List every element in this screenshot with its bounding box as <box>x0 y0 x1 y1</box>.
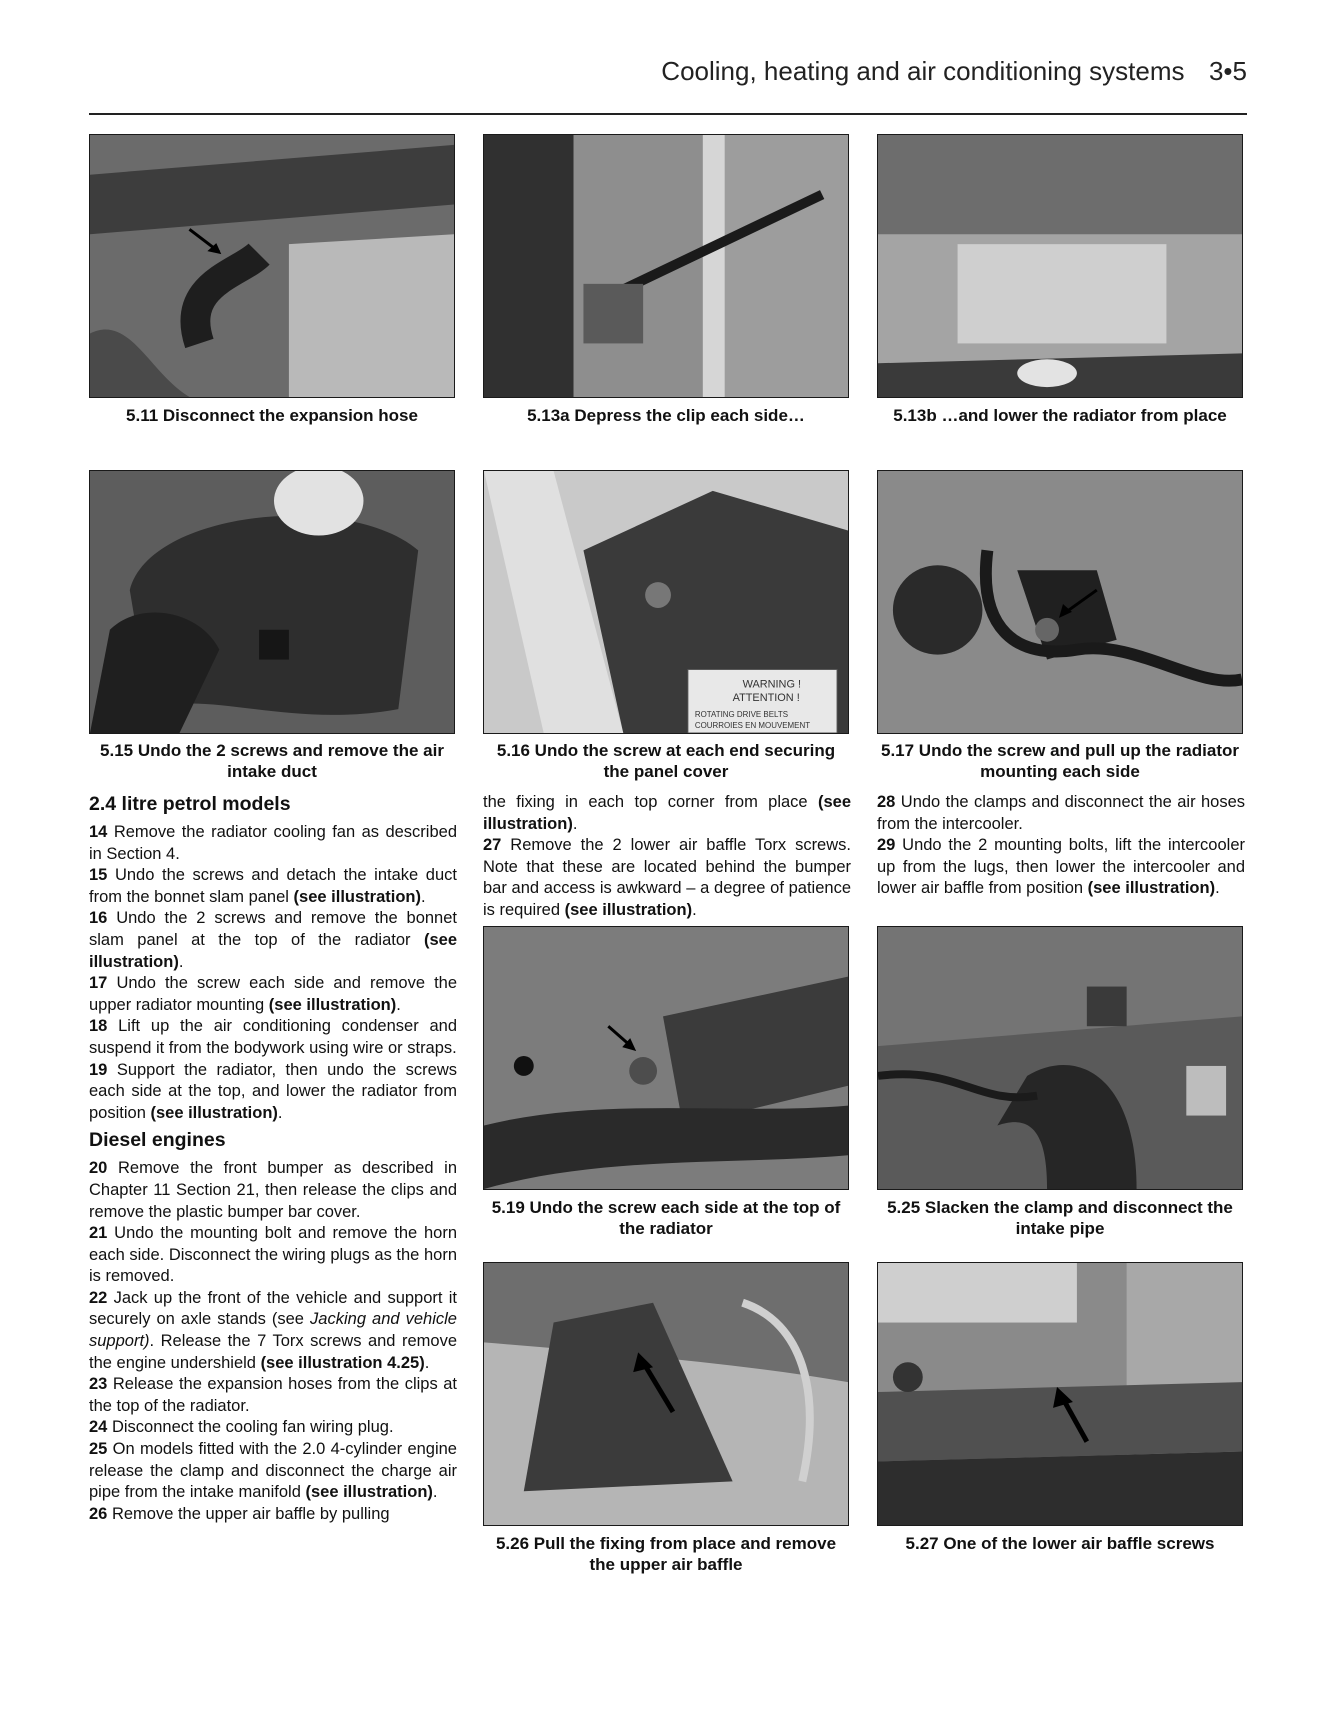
figure-caption: 5.17 Undo the screw and pull up the radiator mounting each side <box>880 741 1239 781</box>
section-heading: Diesel engines <box>89 1129 226 1152</box>
paragraph-16: 16 Undo the 2 screws and remove the bonnet slam panel at the top of the radiator (see illustration). <box>89 909 457 971</box>
page-number: 3•5 <box>1208 56 1247 86</box>
paragraph-28: 28 Undo the clamps and disconnect the air hoses from the intercooler. <box>877 793 1246 833</box>
figure-caption: 5.15 Undo the 2 screws and remove the air intake duct <box>100 741 444 781</box>
header-rule <box>89 113 1247 115</box>
paragraph-20: 20 Remove the front bumper as described in Chapter 11 Section 21, then release the clips and remove the plastic bumper bar cover. <box>89 1159 457 1221</box>
figure-caption: 5.16 Undo the screw at each end securing the panel cover <box>496 741 836 781</box>
paragraph-21: 21 Undo the mounting bolt and remove the horn each side. Disconnect the wiring plugs as the horn is removed. <box>89 1224 457 1286</box>
paragraph-27: 27 Remove the 2 lower air baffle Torx screws. Note that these are located behind the bumper bar and access is awkward – a degree of patience is required (see illustration). <box>483 836 851 919</box>
section-heading: 2.4 litre petrol models <box>89 793 291 815</box>
warning-text: WARNING ! <box>742 678 802 691</box>
text-column-middle <box>483 792 851 922</box>
warning-text: ATTENTION ! <box>732 692 800 705</box>
chapter-title: Cooling, heating and air conditioning systems <box>661 56 1185 86</box>
paragraph-25: 25 On models fitted with the 2.0 4-cylinder engine release the clamp and disconnect the charge air pipe from the intake manifold (see illustration). <box>89 1440 457 1502</box>
figure-caption: 5.11 Disconnect the expansion hose <box>126 406 418 425</box>
paragraph-15: 15 Undo the screws and detach the intake duct from the bonnet slam panel (see illustration). <box>89 866 457 906</box>
photo-5-13a <box>483 134 849 398</box>
running-header <box>600 56 1247 87</box>
paragraph-14: 14 Remove the radiator cooling fan as described in Section 4. <box>89 823 457 863</box>
photo-5-15 <box>89 470 455 734</box>
figure-caption: 5.25 Slacken the clamp and disconnect the intake pipe <box>887 1198 1233 1238</box>
photo-5-19 <box>483 926 849 1190</box>
photo-5-27 <box>877 1262 1243 1526</box>
photo-5-25 <box>877 926 1243 1190</box>
paragraph-23: 23 Release the expansion hoses from the clips at the top of the radiator. <box>89 1375 457 1415</box>
paragraph-22: 22 Jack up the front of the vehicle and support it securely on axle stands (see Jacking and vehicle support). Release the 7 Torx screws and remove the engine undershield (see illustration 4.25). <box>89 1288 457 1372</box>
figure-caption: 5.13b …and lower the radiator from place <box>893 406 1227 425</box>
figure-caption: 5.27 One of the lower air baffle screws <box>905 1534 1215 1553</box>
figure-caption: 5.19 Undo the screw each side at the top of the radiator <box>491 1198 841 1238</box>
photo-5-26 <box>483 1262 849 1526</box>
text-column-left <box>89 788 457 1525</box>
paragraph-26: 26 Remove the upper air baffle by pulling <box>89 1504 390 1523</box>
paragraph-29: 29 Undo the 2 mounting bolts, lift the intercooler up from the lugs, then lower the intercooler and lower air baffle from position (see illustration). <box>877 836 1245 898</box>
figure-caption: 5.13a Depress the clip each side… <box>527 406 805 425</box>
paragraph-19: 19 Support the radiator, then undo the screws each side at the top, and lower the radiator from position (see illustration). <box>89 1060 457 1122</box>
figure-caption: 5.26 Pull the fixing from place and remove the upper air baffle <box>495 1534 837 1574</box>
text-column-right <box>877 792 1245 900</box>
warning-text: COURROIES EN MOUVEMENT <box>694 721 811 731</box>
paragraph-18: 18 Lift up the air conditioning condenser and suspend it from the bodywork using wire or straps. <box>89 1017 457 1057</box>
photo-5-16 <box>483 470 849 734</box>
photo-5-17 <box>877 470 1243 734</box>
photo-5-11 <box>89 134 455 398</box>
paragraph-17: 17 Undo the screw each side and remove the upper radiator mounting (see illustration). <box>89 974 458 1014</box>
paragraph-26-continued: the fixing in each top corner from place (see illustration). <box>483 793 851 833</box>
warning-text: ROTATING DRIVE BELTS <box>694 710 789 720</box>
paragraph-24: 24 Disconnect the cooling fan wiring plug. <box>89 1418 394 1437</box>
photo-5-13b <box>877 134 1243 398</box>
